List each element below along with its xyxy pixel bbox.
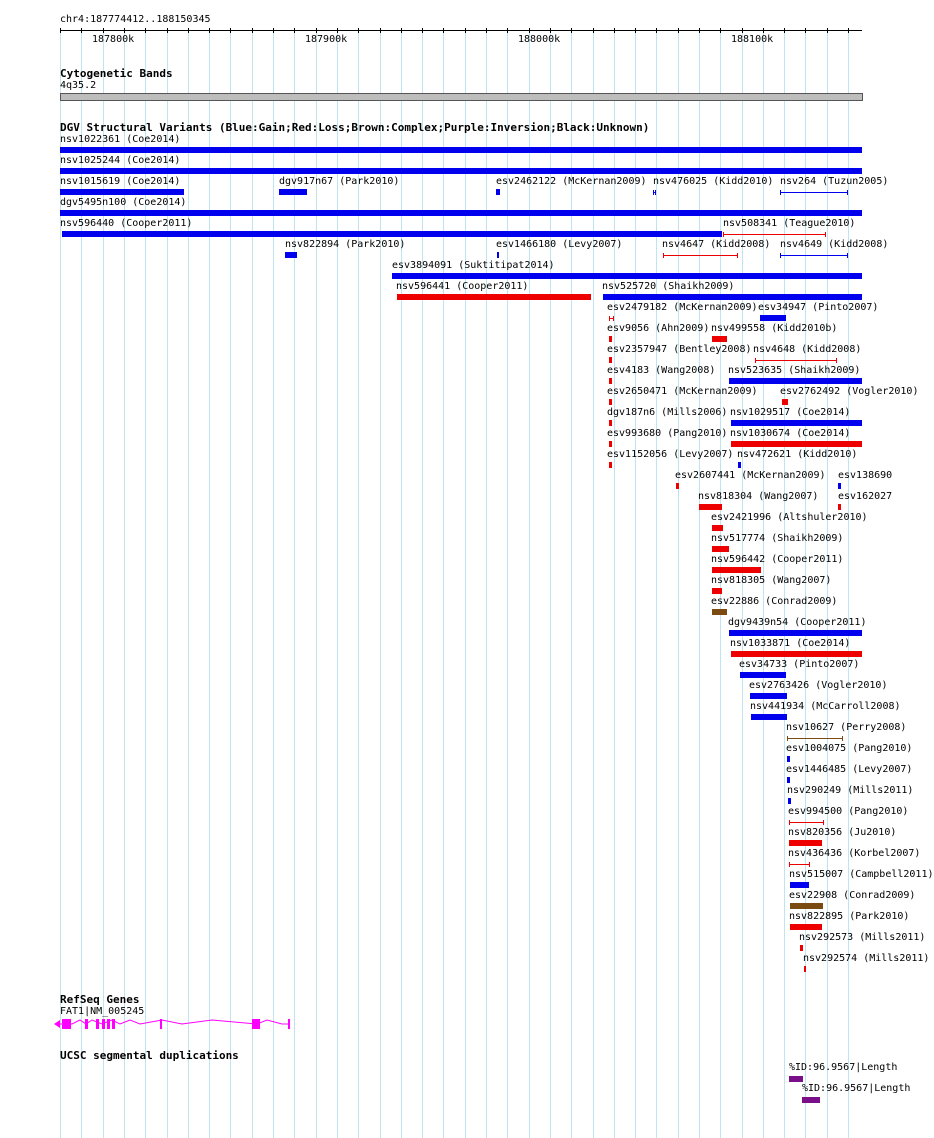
gene-exon <box>252 1019 260 1029</box>
ruler-tick <box>742 28 743 33</box>
variant-label-nsv1030674[interactable]: nsv1030674 (Coe2014) <box>730 428 851 439</box>
ruler-tick <box>571 28 572 33</box>
cyto-band-bar[interactable] <box>60 93 863 101</box>
variant-label-nsv508341[interactable]: nsv508341 (Teague2010) <box>723 218 856 229</box>
variant-label-esv3894091[interactable]: esv3894091 (Suktitipat2014) <box>392 260 555 271</box>
ruler-label-188100k: 188100k <box>731 34 774 45</box>
ruler-tick <box>358 28 359 33</box>
segdup-label[interactable]: %ID:96.9567|Length <box>789 1062 898 1073</box>
variant-end-cap <box>809 862 810 867</box>
variant-label-dgv187n6[interactable]: dgv187n6 (Mills2006) <box>607 407 728 418</box>
variant-label-esv993680[interactable]: esv993680 (Pang2010) <box>607 428 728 439</box>
segdup-label[interactable]: %ID:96.9567|Length <box>802 1083 911 1094</box>
variant-label-esv2650471[interactable]: esv2650471 (McKernan2009) <box>607 386 758 397</box>
segdup-bar[interactable] <box>789 1076 803 1082</box>
variant-label-nsv596442[interactable]: nsv596442 (Cooper2011) <box>711 554 844 565</box>
variant-label-nsv441934[interactable]: nsv441934 (McCarroll2008) <box>750 701 901 712</box>
variant-label-esv1152056[interactable]: esv1152056 (Levy2007) <box>607 449 734 460</box>
gene-strand-arrow-icon <box>54 1020 60 1028</box>
gene-exon <box>288 1019 290 1029</box>
grid-line <box>273 30 274 1138</box>
variant-bar-dgv5495n100[interactable] <box>60 210 862 216</box>
variant-bar-nsv10627[interactable] <box>787 738 843 739</box>
variant-label-esv22886[interactable]: esv22886 (Conrad2009) <box>711 596 838 607</box>
variant-label-esv1446485[interactable]: esv1446485 (Levy2007) <box>786 764 913 775</box>
ruler-tick <box>720 28 721 33</box>
gene-exon <box>102 1019 105 1029</box>
ruler-tick <box>784 28 785 33</box>
variant-label-esv1004075[interactable]: esv1004075 (Pang2010) <box>786 743 913 754</box>
variant-bar-nsv1030674[interactable] <box>731 441 862 447</box>
gene-exon <box>112 1019 115 1029</box>
variant-label-esv2762492[interactable]: esv2762492 (Vogler2010) <box>780 386 919 397</box>
variant-label-esv2763426[interactable]: esv2763426 (Vogler2010) <box>749 680 888 691</box>
variant-bar-esv22886[interactable] <box>712 609 727 615</box>
ruler-tick <box>81 28 82 33</box>
variant-bar-nsv1022361[interactable] <box>60 147 862 153</box>
variant-bar-esv2650471[interactable] <box>609 399 612 405</box>
variant-label-esv22908[interactable]: esv22908 (Conrad2009) <box>789 890 916 901</box>
variant-bar-esv2421996[interactable] <box>712 525 723 531</box>
variant-label-nsv818305[interactable]: nsv818305 (Wang2007) <box>711 575 832 586</box>
variant-label-nsv596440[interactable]: nsv596440 (Cooper2011) <box>60 218 193 229</box>
grid-line <box>848 30 849 1138</box>
variant-label-nsv476025[interactable]: nsv476025 (Kidd2010) <box>653 176 774 187</box>
variant-label-esv2607441[interactable]: esv2607441 (McKernan2009) <box>675 470 826 481</box>
variant-bar-dgv187n6[interactable] <box>609 420 612 426</box>
grid-line <box>529 30 530 1138</box>
variant-bar-nsv4647[interactable] <box>663 255 738 256</box>
variant-label-nsv472621[interactable]: nsv472621 (Kidd2010) <box>737 449 858 460</box>
grid-line <box>358 30 359 1138</box>
ruler-tick <box>209 28 210 33</box>
ruler-label-187800k: 187800k <box>92 34 135 45</box>
variant-bar-nsv596441[interactable] <box>397 294 591 300</box>
variant-bar-nsv523635[interactable] <box>729 378 862 384</box>
variant-bar-nsv820356[interactable] <box>789 840 822 846</box>
grid-line <box>614 30 615 1138</box>
variant-bar-dgv917n67[interactable] <box>279 189 307 195</box>
grid-line <box>380 30 381 1138</box>
variant-bar-esv2462122[interactable] <box>496 189 500 195</box>
variant-bar-nsv515007[interactable] <box>790 882 809 888</box>
variant-bar-nsv517774[interactable] <box>712 546 729 552</box>
grid-line <box>337 30 338 1138</box>
ruler-tick <box>763 28 764 33</box>
grid-line <box>294 30 295 1138</box>
ruler-tick <box>827 28 828 33</box>
cyto-band-label: 4q35.2 <box>60 80 97 91</box>
ruler-tick <box>167 28 168 33</box>
ruler-tick <box>60 28 61 33</box>
ruler-tick <box>678 28 679 33</box>
ruler-tick <box>848 28 849 33</box>
variant-end-cap <box>847 190 848 195</box>
ruler-tick <box>635 28 636 33</box>
grid-line <box>656 30 657 1138</box>
variant-end-cap <box>613 316 614 321</box>
variant-bar-nsv4649[interactable] <box>780 255 848 256</box>
grid-line <box>465 30 466 1138</box>
variant-end-cap <box>663 253 664 258</box>
gene-exon <box>107 1019 110 1029</box>
grid-line <box>443 30 444 1138</box>
variant-label-nsv822895[interactable]: nsv822895 (Park2010) <box>789 911 910 922</box>
ruler-tick <box>401 28 402 33</box>
variant-bar-esv3894091[interactable] <box>392 273 862 279</box>
variant-end-cap <box>825 232 826 237</box>
variant-bar-nsv818305[interactable] <box>712 588 722 594</box>
variant-label-esv2479182[interactable]: esv2479182 (McKernan2009) <box>607 302 758 313</box>
variant-bar-nsv436436[interactable] <box>789 864 810 865</box>
ruler-tick <box>507 28 508 33</box>
variant-end-cap <box>823 820 824 825</box>
grid-line <box>593 30 594 1138</box>
variant-end-cap <box>842 736 843 741</box>
variant-bar-nsv472621[interactable] <box>738 462 741 468</box>
grid-line <box>571 30 572 1138</box>
variant-label-esv34947[interactable]: esv34947 (Pinto2007) <box>758 302 879 313</box>
variant-label-nsv517774[interactable]: nsv517774 (Shaikh2009) <box>711 533 844 544</box>
variant-bar-nsv596442[interactable] <box>712 567 761 573</box>
variant-label-esv138690[interactable]: esv138690 <box>838 470 893 481</box>
variant-end-cap <box>789 820 790 825</box>
grid-line <box>188 30 189 1138</box>
variant-bar-dgv9439n54[interactable] <box>729 630 862 636</box>
variant-bar-nsv290249[interactable] <box>788 798 791 804</box>
variant-bar-nsv4648[interactable] <box>755 360 837 361</box>
dgv-track-title[interactable]: DGV Structural Variants (Blue:Gain;Red:Loss;Brown:Complex;Purple:Inversion;Black:Unknown) <box>60 121 650 134</box>
variant-bar-nsv1033871[interactable] <box>731 651 862 657</box>
gene-exon <box>96 1019 99 1029</box>
variant-label-nsv4649[interactable]: nsv4649 (Kidd2008) <box>780 239 889 250</box>
ruler-tick <box>550 28 551 33</box>
variant-end-cap <box>780 253 781 258</box>
variant-end-cap <box>847 253 848 258</box>
ruler-tick <box>699 28 700 33</box>
segdup-track-title[interactable]: UCSC segmental duplications <box>60 1049 239 1062</box>
ruler-tick <box>529 28 530 33</box>
ruler-tick <box>422 28 423 33</box>
cyto-track-title[interactable]: Cytogenetic Bands <box>60 67 173 80</box>
variant-bar-esv2357947[interactable] <box>609 357 612 363</box>
variant-label-nsv264[interactable]: nsv264 (Tuzun2005) <box>780 176 889 187</box>
ruler-tick <box>656 28 657 33</box>
grid-line <box>486 30 487 1138</box>
variant-label-nsv515007[interactable]: nsv515007 (Campbell2011) <box>789 869 934 880</box>
variant-label-nsv822894[interactable]: nsv822894 (Park2010) <box>285 239 406 250</box>
variant-label-nsv1022361[interactable]: nsv1022361 (Coe2014) <box>60 134 181 145</box>
ruler-tick <box>188 28 189 33</box>
variant-bar-nsv818304[interactable] <box>699 504 722 510</box>
variant-bar-nsv596440[interactable] <box>62 231 722 237</box>
variant-label-esv2462122[interactable]: esv2462122 (McKernan2009) <box>496 176 647 187</box>
variant-label-nsv499558[interactable]: nsv499558 (Kidd2010b) <box>711 323 838 334</box>
grid-line <box>422 30 423 1138</box>
gene-exon <box>160 1019 162 1029</box>
ruler-tick <box>465 28 466 33</box>
variant-label-nsv525720[interactable]: nsv525720 (Shaikh2009) <box>602 281 735 292</box>
variant-label-nsv818304[interactable]: nsv818304 (Wang2007) <box>698 491 819 502</box>
variant-label-nsv1025244[interactable]: nsv1025244 (Coe2014) <box>60 155 181 166</box>
variant-label-dgv5495n100[interactable]: dgv5495n100 (Coe2014) <box>60 197 187 208</box>
location-label: chr4:187774412..188150345 <box>60 14 211 25</box>
variant-bar-esv2763426[interactable] <box>750 693 787 699</box>
variant-bar-esv162027[interactable] <box>838 504 841 510</box>
variant-bar-esv2479182[interactable] <box>609 318 614 319</box>
variant-bar-esv34947[interactable] <box>760 315 786 321</box>
grid-line <box>507 30 508 1138</box>
ruler-tick <box>316 28 317 33</box>
variant-bar-nsv1015619[interactable] <box>60 189 184 195</box>
variant-bar-esv1004075[interactable] <box>787 756 790 762</box>
ruler-tick <box>486 28 487 33</box>
variant-label-nsv596441[interactable]: nsv596441 (Cooper2011) <box>396 281 529 292</box>
variant-end-cap <box>787 736 788 741</box>
variant-label-nsv523635[interactable]: nsv523635 (Shaikh2009) <box>728 365 861 376</box>
variant-label-nsv10627[interactable]: nsv10627 (Perry2008) <box>786 722 907 733</box>
grid-line <box>252 30 253 1138</box>
variant-bar-nsv1029517[interactable] <box>731 420 862 426</box>
variant-end-cap <box>723 232 724 237</box>
variant-label-esv1466180[interactable]: esv1466180 (Levy2007) <box>496 239 623 250</box>
variant-end-cap <box>653 190 654 195</box>
variant-bar-esv9056[interactable] <box>609 336 612 342</box>
grid-line <box>316 30 317 1138</box>
refseq-track-title[interactable]: RefSeq Genes <box>60 993 140 1006</box>
ruler-tick <box>337 28 338 33</box>
variant-bar-nsv292573[interactable] <box>800 945 803 951</box>
grid-line <box>699 30 700 1138</box>
variant-label-nsv292574[interactable]: nsv292574 (Mills2011) <box>803 953 930 964</box>
ruler-tick <box>380 28 381 33</box>
variant-bar-nsv476025[interactable] <box>653 192 656 193</box>
grid-line <box>401 30 402 1138</box>
variant-bar-esv2607441[interactable] <box>676 483 679 489</box>
ruler-tick <box>443 28 444 33</box>
ruler-tick <box>294 28 295 33</box>
variant-bar-esv1466180[interactable] <box>497 252 499 258</box>
ruler-tick <box>124 28 125 33</box>
variant-label-nsv290249[interactable]: nsv290249 (Mills2011) <box>787 785 914 796</box>
ruler-tick <box>230 28 231 33</box>
variant-end-cap <box>737 253 738 258</box>
ruler-tick <box>593 28 594 33</box>
variant-bar-nsv264[interactable] <box>780 192 848 193</box>
grid-line <box>550 30 551 1138</box>
grid-line <box>678 30 679 1138</box>
variant-end-cap <box>755 358 756 363</box>
variant-bar-esv138690[interactable] <box>838 483 841 489</box>
variant-label-nsv4648[interactable]: nsv4648 (Kidd2008) <box>753 344 862 355</box>
variant-bar-nsv822895[interactable] <box>790 924 822 930</box>
ruler-tick <box>252 28 253 33</box>
variant-bar-nsv441934[interactable] <box>751 714 787 720</box>
ruler-tick <box>805 28 806 33</box>
gene-label[interactable]: FAT1|NM_005245 <box>60 1006 145 1017</box>
ruler-tick <box>103 28 104 33</box>
variant-bar-nsv292574[interactable] <box>804 966 806 972</box>
variant-end-cap <box>655 190 656 195</box>
variant-bar-esv1446485[interactable] <box>787 777 790 783</box>
variant-bar-nsv525720[interactable] <box>603 294 862 300</box>
variant-label-nsv4647[interactable]: nsv4647 (Kidd2008) <box>662 239 771 250</box>
variant-label-esv162027[interactable]: esv162027 <box>838 491 893 502</box>
segdup-bar[interactable] <box>802 1097 820 1103</box>
variant-bar-esv994500[interactable] <box>789 822 824 823</box>
variant-label-nsv1033871[interactable]: nsv1033871 (Coe2014) <box>730 638 851 649</box>
variant-label-nsv292573[interactable]: nsv292573 (Mills2011) <box>799 932 926 943</box>
variant-bar-nsv499558[interactable] <box>712 336 727 342</box>
variant-bar-esv1152056[interactable] <box>609 462 612 468</box>
variant-label-esv2421996[interactable]: esv2421996 (Altshuler2010) <box>711 512 868 523</box>
variant-bar-nsv508341[interactable] <box>723 234 826 235</box>
variant-label-esv2357947[interactable]: esv2357947 (Bentley2008) <box>607 344 752 355</box>
variant-label-esv4183[interactable]: esv4183 (Wang2008) <box>607 365 716 376</box>
grid-line <box>635 30 636 1138</box>
ruler-label-188000k: 188000k <box>518 34 561 45</box>
variant-label-esv34733[interactable]: esv34733 (Pinto2007) <box>739 659 860 670</box>
grid-line <box>209 30 210 1138</box>
ruler-tick <box>614 28 615 33</box>
variant-label-dgv917n67[interactable]: dgv917n67 (Park2010) <box>279 176 400 187</box>
variant-label-dgv9439n54[interactable]: dgv9439n54 (Cooper2011) <box>728 617 867 628</box>
variant-bar-nsv822894[interactable] <box>285 252 297 258</box>
variant-bar-nsv1025244[interactable] <box>60 168 862 174</box>
variant-end-cap <box>780 190 781 195</box>
fat1-gene-model[interactable] <box>52 1015 302 1033</box>
variant-bar-esv2762492[interactable] <box>782 399 788 405</box>
variant-end-cap <box>789 862 790 867</box>
variant-label-esv994500[interactable]: esv994500 (Pang2010) <box>788 806 909 817</box>
gene-exon <box>62 1019 71 1029</box>
variant-label-nsv820356[interactable]: nsv820356 (Ju2010) <box>788 827 897 838</box>
variant-label-nsv1029517[interactable]: nsv1029517 (Coe2014) <box>730 407 851 418</box>
variant-bar-esv4183[interactable] <box>609 378 612 384</box>
variant-label-esv9056[interactable]: esv9056 (Ahn2009) <box>607 323 710 334</box>
variant-end-cap <box>609 316 610 321</box>
gene-exon <box>85 1019 88 1029</box>
ruler-tick <box>145 28 146 33</box>
variant-end-cap <box>836 358 837 363</box>
ruler-label-187900k: 187900k <box>305 34 348 45</box>
ruler-tick <box>273 28 274 33</box>
grid-line <box>230 30 231 1138</box>
variant-bar-esv22908[interactable] <box>790 903 823 909</box>
variant-bar-esv34733[interactable] <box>740 672 786 678</box>
variant-label-nsv436436[interactable]: nsv436436 (Korbel2007) <box>788 848 921 859</box>
variant-bar-esv993680[interactable] <box>609 441 612 447</box>
variant-label-nsv1015619[interactable]: nsv1015619 (Coe2014) <box>60 176 181 187</box>
